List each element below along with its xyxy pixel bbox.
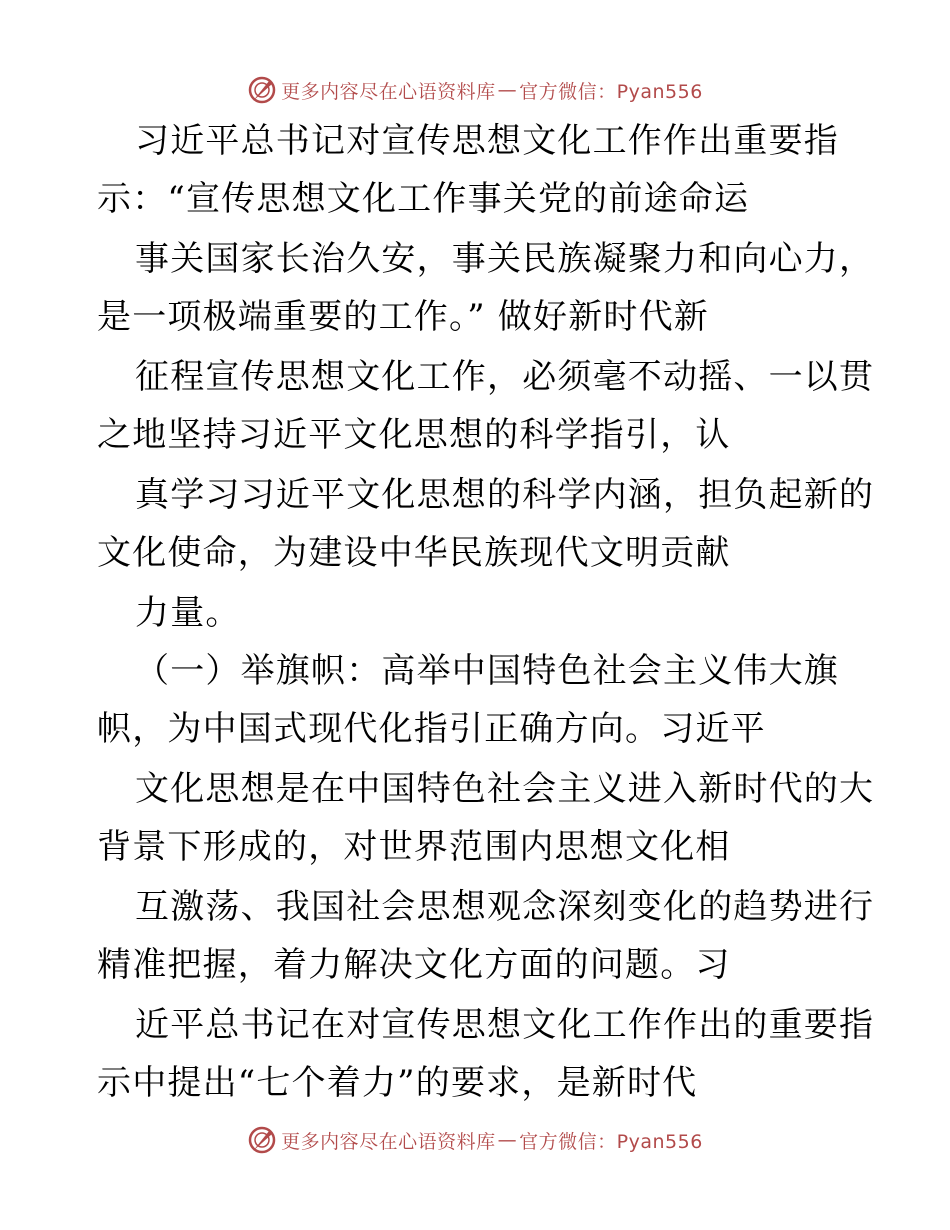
watermark-contact: 官方微信：Pyan556 xyxy=(519,1130,703,1153)
text-line: 文化思想是在中国特色社会主义进入新时代的大 xyxy=(135,769,875,809)
text-line: 之地坚持习近平文化思想的科学指引，认 xyxy=(97,415,731,455)
footer-watermark xyxy=(0,1120,950,1160)
quill-logo-icon xyxy=(247,75,277,105)
text-line: 事关国家长治久安，事关民族凝聚力和向心力， xyxy=(135,239,875,279)
text-line: 背景下形成的，对世界范围内思想文化相 xyxy=(97,827,731,867)
watermark-site-text: 更多内容尽在心语资料库 xyxy=(281,1130,496,1153)
watermark-contact: 官方微信：Pyan556 xyxy=(519,80,703,103)
quill-logo-icon xyxy=(247,1125,277,1155)
text-line: 真学习习近平文化思想的科学内涵，担负起新的 xyxy=(135,475,875,515)
header-watermark xyxy=(0,70,950,110)
text-line: 示：“宣传思想文化工作事关党的前途命运 xyxy=(97,179,750,219)
text-line: 文化使命，为建设中华民族现代文明贡献 xyxy=(97,533,731,573)
text-line: 力量。 xyxy=(135,593,241,633)
text-line: 示中提出“七个着力”的要求，是新时代 xyxy=(97,1063,698,1103)
text-line: 帜，为中国式现代化指引正确方向。习近平 xyxy=(97,709,766,749)
text-line: 是一项极端重要的工作。” 做好新时代新 xyxy=(97,297,709,337)
text-line: 征程宣传思想文化工作，必须毫不动摇、一以贯 xyxy=(135,357,875,397)
text-line: 习近平总书记对宣传思想文化工作作出重要指 xyxy=(135,121,839,161)
text-line: 互激荡、我国社会思想观念深刻变化的趋势进行 xyxy=(135,887,875,927)
watermark-site-text: 更多内容尽在心语资料库 xyxy=(281,80,496,103)
text-line: 近平总书记在对宣传思想文化工作作出的重要指 xyxy=(135,1005,875,1045)
watermark-separator: — xyxy=(497,1129,518,1151)
watermark-separator: — xyxy=(497,79,518,101)
text-line: 精准把握，着力解决文化方面的问题。习 xyxy=(97,945,731,985)
text-line: （一）举旗帜：高举中国特色社会主义伟大旗 xyxy=(135,651,839,691)
